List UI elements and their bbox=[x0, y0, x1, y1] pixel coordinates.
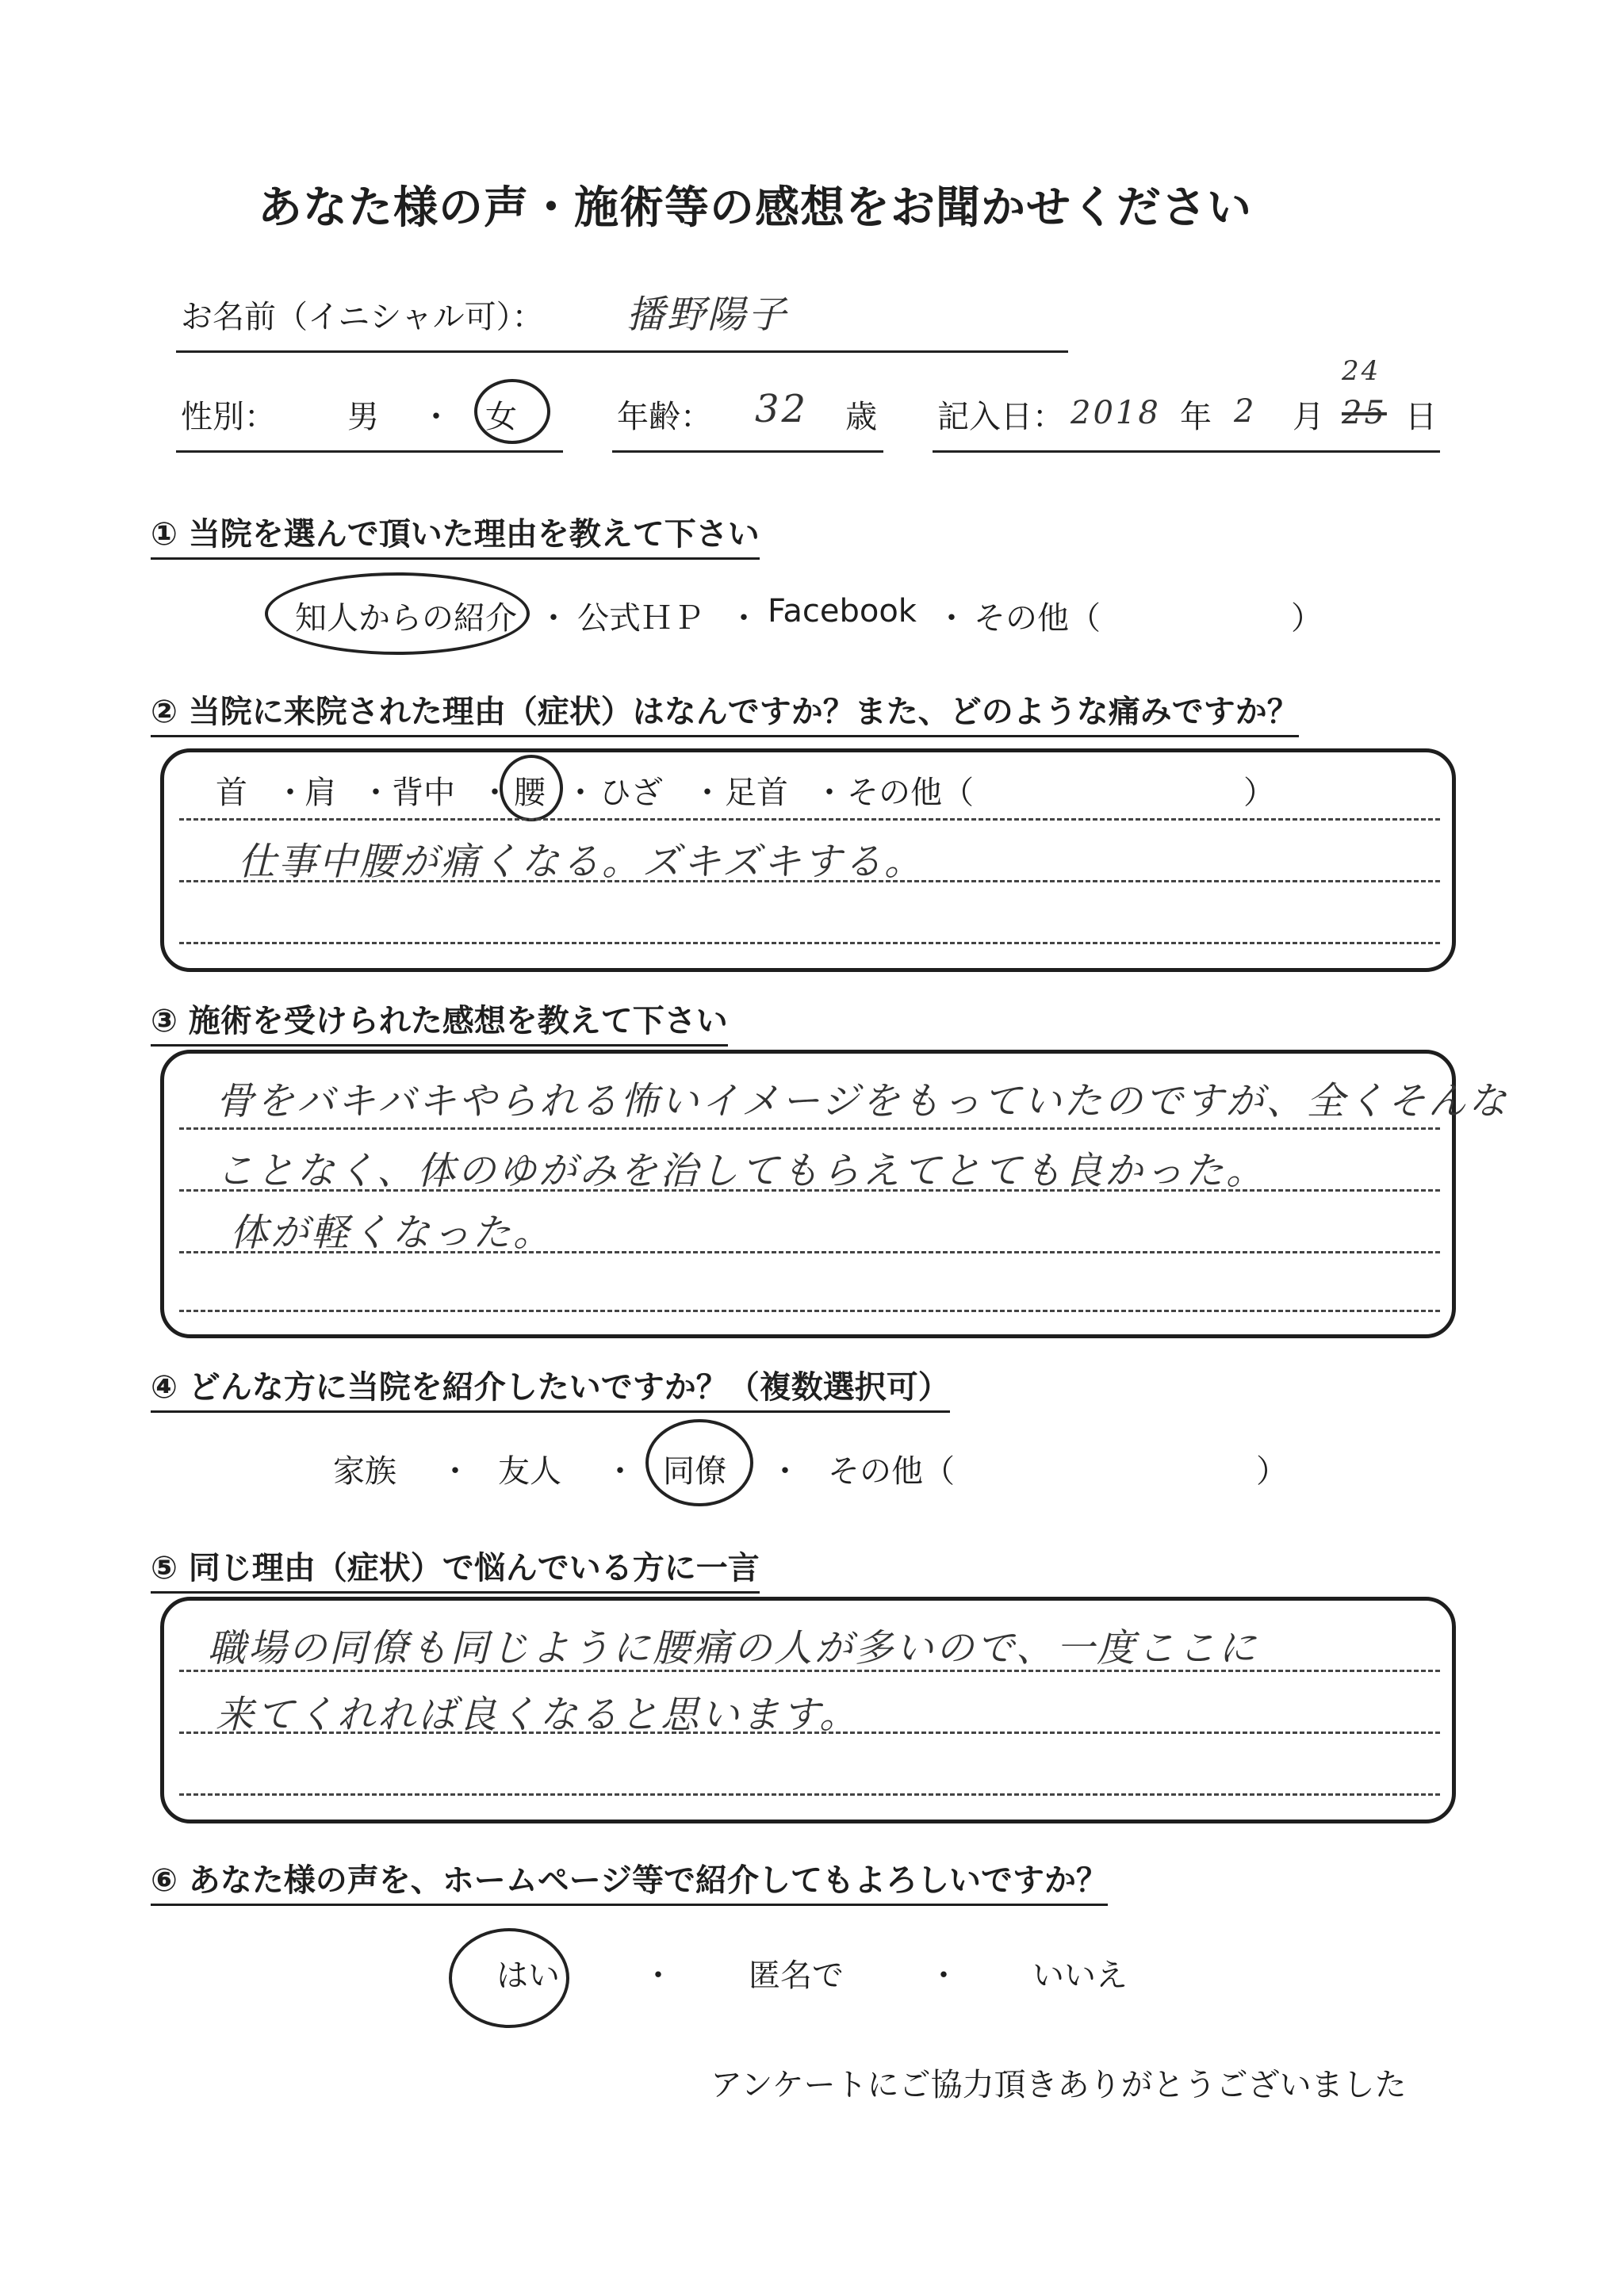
q2-separator: ・ bbox=[814, 775, 845, 811]
answer-line bbox=[179, 1189, 1440, 1192]
day-value-struck: 25 bbox=[1342, 395, 1387, 431]
selected-circle-referral bbox=[265, 572, 530, 655]
q2-option-neck[interactable]: 首 bbox=[216, 775, 247, 811]
q5-answer-line-2[interactable]: 来てくれれば良くなると思います。 bbox=[216, 1693, 860, 1737]
gender-option-female[interactable]: 女 bbox=[485, 399, 517, 435]
question-4-title: ④ どんな方に当院を紹介したいですか？（複数選択可） bbox=[151, 1362, 950, 1413]
q2-separator: ・ bbox=[691, 775, 723, 811]
year-unit: 年 bbox=[1180, 399, 1212, 435]
answer-line bbox=[179, 1793, 1440, 1796]
age-underline bbox=[612, 450, 883, 453]
q6-separator: ・ bbox=[642, 1957, 674, 1994]
q1-option-website[interactable]: 公式ＨＰ bbox=[577, 600, 704, 637]
q4-separator: ・ bbox=[604, 1453, 636, 1490]
selected-circle-female bbox=[474, 379, 550, 444]
q4-separator: ・ bbox=[769, 1453, 801, 1490]
month-unit: 月 bbox=[1293, 399, 1324, 435]
gender-option-male[interactable]: 男 bbox=[347, 399, 379, 435]
q2-option-knee[interactable]: ひざ bbox=[599, 775, 663, 811]
q5-answer-line-1[interactable]: 職場の同僚も同じように腰痛の人が多いので、一度ここに bbox=[208, 1626, 1259, 1670]
q6-option-yes[interactable]: はい bbox=[496, 1957, 560, 1994]
age-value[interactable]: 32 bbox=[755, 387, 809, 431]
age-label: 年齢： bbox=[617, 399, 712, 435]
name-underline bbox=[176, 350, 1068, 353]
answer-line bbox=[179, 1732, 1440, 1734]
q2-option-ankle[interactable]: 足首 bbox=[725, 775, 788, 811]
q2-separator: ・ bbox=[360, 775, 392, 811]
age-unit: 歳 bbox=[845, 399, 877, 435]
q1-option-referral[interactable]: 知人からの紹介 bbox=[295, 600, 517, 637]
question-6-title: ⑥ あなた様の声を、ホームページ等で紹介してもよろしいですか？ bbox=[151, 1855, 1108, 1906]
q1-option-facebook[interactable]: Facebook bbox=[768, 593, 917, 629]
name-value[interactable]: 播野陽子 bbox=[626, 293, 789, 337]
answer-line bbox=[179, 1670, 1440, 1672]
q1-option-other[interactable]: その他（ bbox=[974, 600, 1101, 637]
q3-answer-line-3[interactable]: 体が軽くなった。 bbox=[230, 1211, 554, 1255]
day-unit: 日 bbox=[1405, 399, 1437, 435]
page-title: あなた様の声・施術等の感想をお聞かせください bbox=[258, 182, 1252, 234]
q6-option-no[interactable]: いいえ bbox=[1032, 1957, 1128, 1994]
day-value[interactable]: 24 bbox=[1342, 355, 1381, 387]
q1-separator: ・ bbox=[538, 600, 569, 637]
q6-separator: ・ bbox=[928, 1957, 959, 1994]
answer-line bbox=[179, 1310, 1440, 1312]
footer-thanks: アンケートにご協力頂きありがとうございました bbox=[710, 2067, 1407, 2103]
answer-line bbox=[179, 1127, 1440, 1130]
q4-option-family[interactable]: 家族 bbox=[333, 1453, 396, 1490]
q2-separator: ・ bbox=[565, 775, 596, 811]
q2-answer-text[interactable]: 仕事中腰が痛くなる。ズキズキする。 bbox=[238, 840, 925, 884]
q4-other-close: ） bbox=[1256, 1453, 1288, 1490]
gender-underline bbox=[176, 450, 563, 453]
q1-separator: ・ bbox=[936, 600, 967, 637]
name-label: お名前（イニシャル可）： bbox=[181, 299, 544, 335]
year-value[interactable]: 2018 bbox=[1071, 395, 1161, 431]
q2-separator: ・ bbox=[274, 775, 306, 811]
date-label: 記入日： bbox=[937, 399, 1064, 435]
q1-separator: ・ bbox=[728, 600, 760, 637]
q3-answer-line-1[interactable]: 骨をバキバキやられる怖いイメージをもっていたのですが、全くそんな bbox=[216, 1079, 1509, 1123]
q3-answer-line-2[interactable]: ことなく、体のゆがみを治してもらえてとても良かった。 bbox=[216, 1149, 1267, 1193]
selected-circle-lower-back bbox=[500, 755, 563, 821]
question-2-title: ② 当院に来院された理由（症状）はなんですか？また、どのような痛みですか？ bbox=[151, 687, 1299, 737]
selected-circle-coworker bbox=[645, 1419, 753, 1506]
answer-line bbox=[179, 818, 1440, 821]
q4-separator: ・ bbox=[439, 1453, 471, 1490]
gender-separator: ・ bbox=[420, 399, 452, 435]
q2-separator: ・ bbox=[479, 775, 511, 811]
selected-circle-yes bbox=[449, 1928, 569, 2028]
question-5-title: ⑤ 同じ理由（症状）で悩んでいる方に一言 bbox=[151, 1543, 760, 1594]
q4-option-coworker[interactable]: 同僚 bbox=[663, 1453, 726, 1490]
question-1-title: ① 当院を選んで頂いた理由を教えて下さい bbox=[151, 509, 760, 560]
q1-other-close: ） bbox=[1291, 600, 1323, 637]
date-underline bbox=[933, 450, 1440, 453]
question-3-title: ③ 施術を受けられた感想を教えて下さい bbox=[151, 996, 728, 1047]
q2-option-lower-back[interactable]: 腰 bbox=[514, 775, 546, 811]
q2-other-close: ） bbox=[1243, 775, 1275, 811]
q2-option-shoulder[interactable]: 肩 bbox=[304, 775, 336, 811]
month-value[interactable]: 2 bbox=[1234, 393, 1257, 430]
gender-label: 性別： bbox=[181, 399, 276, 435]
answer-line bbox=[179, 880, 1440, 882]
q2-option-other[interactable]: その他（ bbox=[847, 775, 974, 811]
q2-option-back[interactable]: 背中 bbox=[392, 775, 455, 811]
answer-line bbox=[179, 942, 1440, 944]
q4-option-friend[interactable]: 友人 bbox=[498, 1453, 561, 1490]
q6-option-anonymous[interactable]: 匿名で bbox=[749, 1957, 844, 1994]
answer-line bbox=[179, 1251, 1440, 1253]
q4-option-other[interactable]: その他（ bbox=[828, 1453, 955, 1490]
